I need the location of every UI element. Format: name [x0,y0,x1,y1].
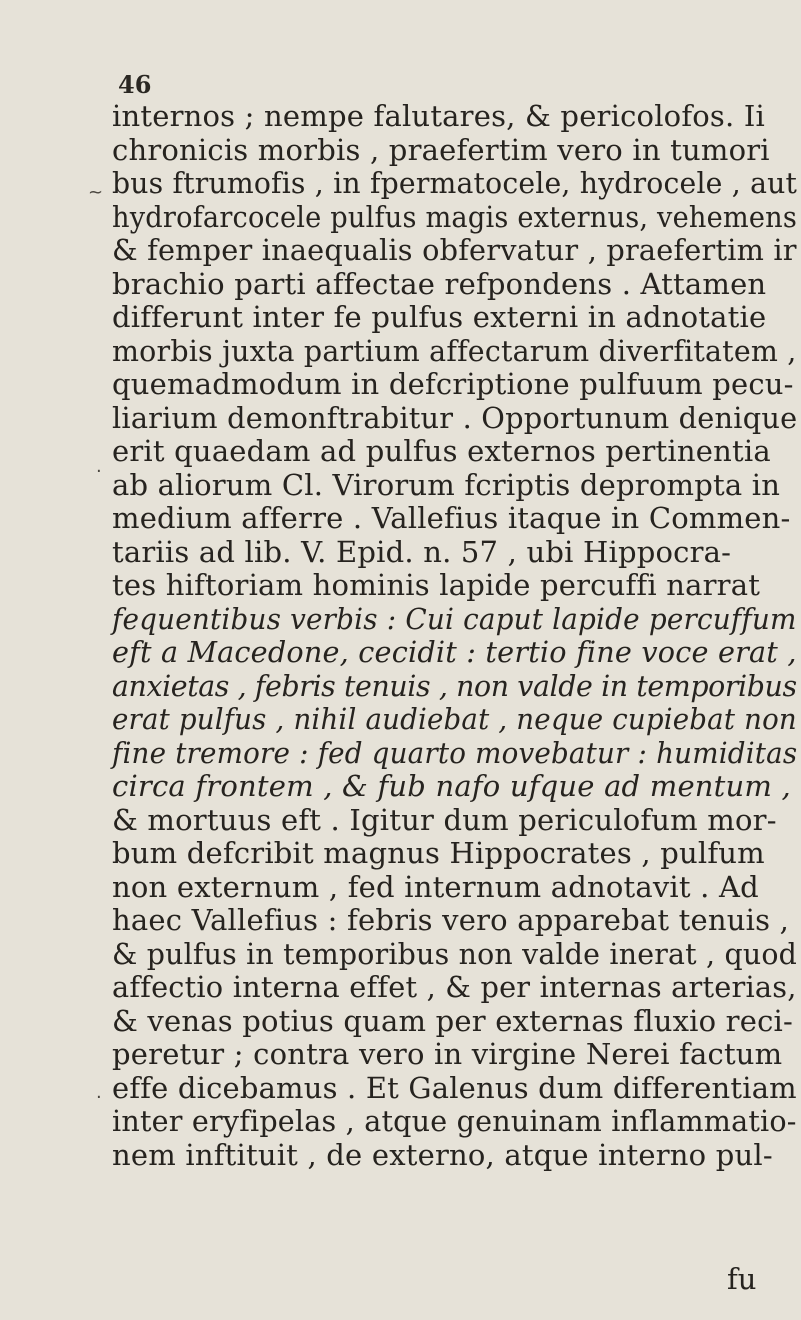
text-line: brachio parti affectae refpondens . Attamen [112,266,767,301]
margin-mark: . [96,1082,102,1103]
text-line: medium afferre . Vallefius itaque in Commen- [112,501,791,535]
text-line: & pulfus in temporibus non valde inerat , quod [112,936,798,971]
margin-mark: ~ [88,182,104,203]
text-line: erat pulfus , nihil audiebat , neque cupiebat non [112,702,797,736]
text-line: nem inftituit , de externo, atque interno pul- [112,1137,773,1172]
text-line: morbis juxta partium affectarum diverfitatem , [112,333,797,368]
text-line: quemadmodum in defcriptione pulfuum pecu- [112,367,794,401]
text-line: tariis ad lib. V. Epid. n. 57 , ubi Hippocra- [112,534,732,569]
text-line: liarium demonftrabitur . Opportunum denique [112,400,798,435]
text-line: peretur ; contra vero in virgine Nerei factum [112,1037,783,1071]
text-line: effe dicebamus . Et Galenus dum differentiam [112,1070,797,1105]
text-line: differunt inter fe pulfus externi in adnotatie [112,300,767,334]
text-line: bus ftrumofis , in fpermatocele, hydrocele , aut [112,166,798,200]
text-line: inter eryfipelas , atque genuinam inflammatio- [112,1104,797,1138]
text-line: circa frontem , & fub nafo ufque ad mentum , [112,769,791,803]
text-line: haec Vallefius : febris vero apparebat tenuis , [112,903,790,937]
text-line: chronicis morbis , praefertim vero in tumori [112,132,770,167]
text-line: fine tremore : fed quarto movebatur : humiditas [112,735,798,770]
text-line: & venas potius quam per externas fluxio reci- [112,1003,794,1038]
catchword: fu [727,1262,757,1296]
body-text [112,100,801,1172]
text-line: affectio interna effet , & per internas arterias, [112,970,797,1004]
text-line: hydrofarcocele pulfus magis externus, vehemens [112,199,798,234]
text-line: internos ; nempe falutares, & pericolofos. Ii [112,99,765,133]
text-line: non externum , fed internum adnotavit . Ad [112,869,759,904]
text-line: erit quaedam ad pulfus externos pertinentia [112,434,771,468]
text-line: & femper inaequalis obfervatur , praefertim ir [112,233,797,267]
text-line: anxietas , febris tenuis , non valde in temporibus [112,668,797,703]
text-line: fequentibus verbis : Cui caput lapide percuffum [112,601,797,636]
text-line: tes hiftoriam hominis lapide percuffi narrat [112,568,761,602]
text-line: & mortuus eft . Igitur dum periculofum mor- [112,802,777,837]
text-line: bum defcribit magnus Hippocrates , pulfum [112,836,765,870]
margin-mark: . [96,456,102,477]
text-line: eft a Macedone, cecidit : tertio fine voce erat , [112,635,797,669]
page-number: 46 [118,70,152,99]
text-line: ab aliorum Cl. Virorum fcriptis deprompta in [112,467,781,502]
